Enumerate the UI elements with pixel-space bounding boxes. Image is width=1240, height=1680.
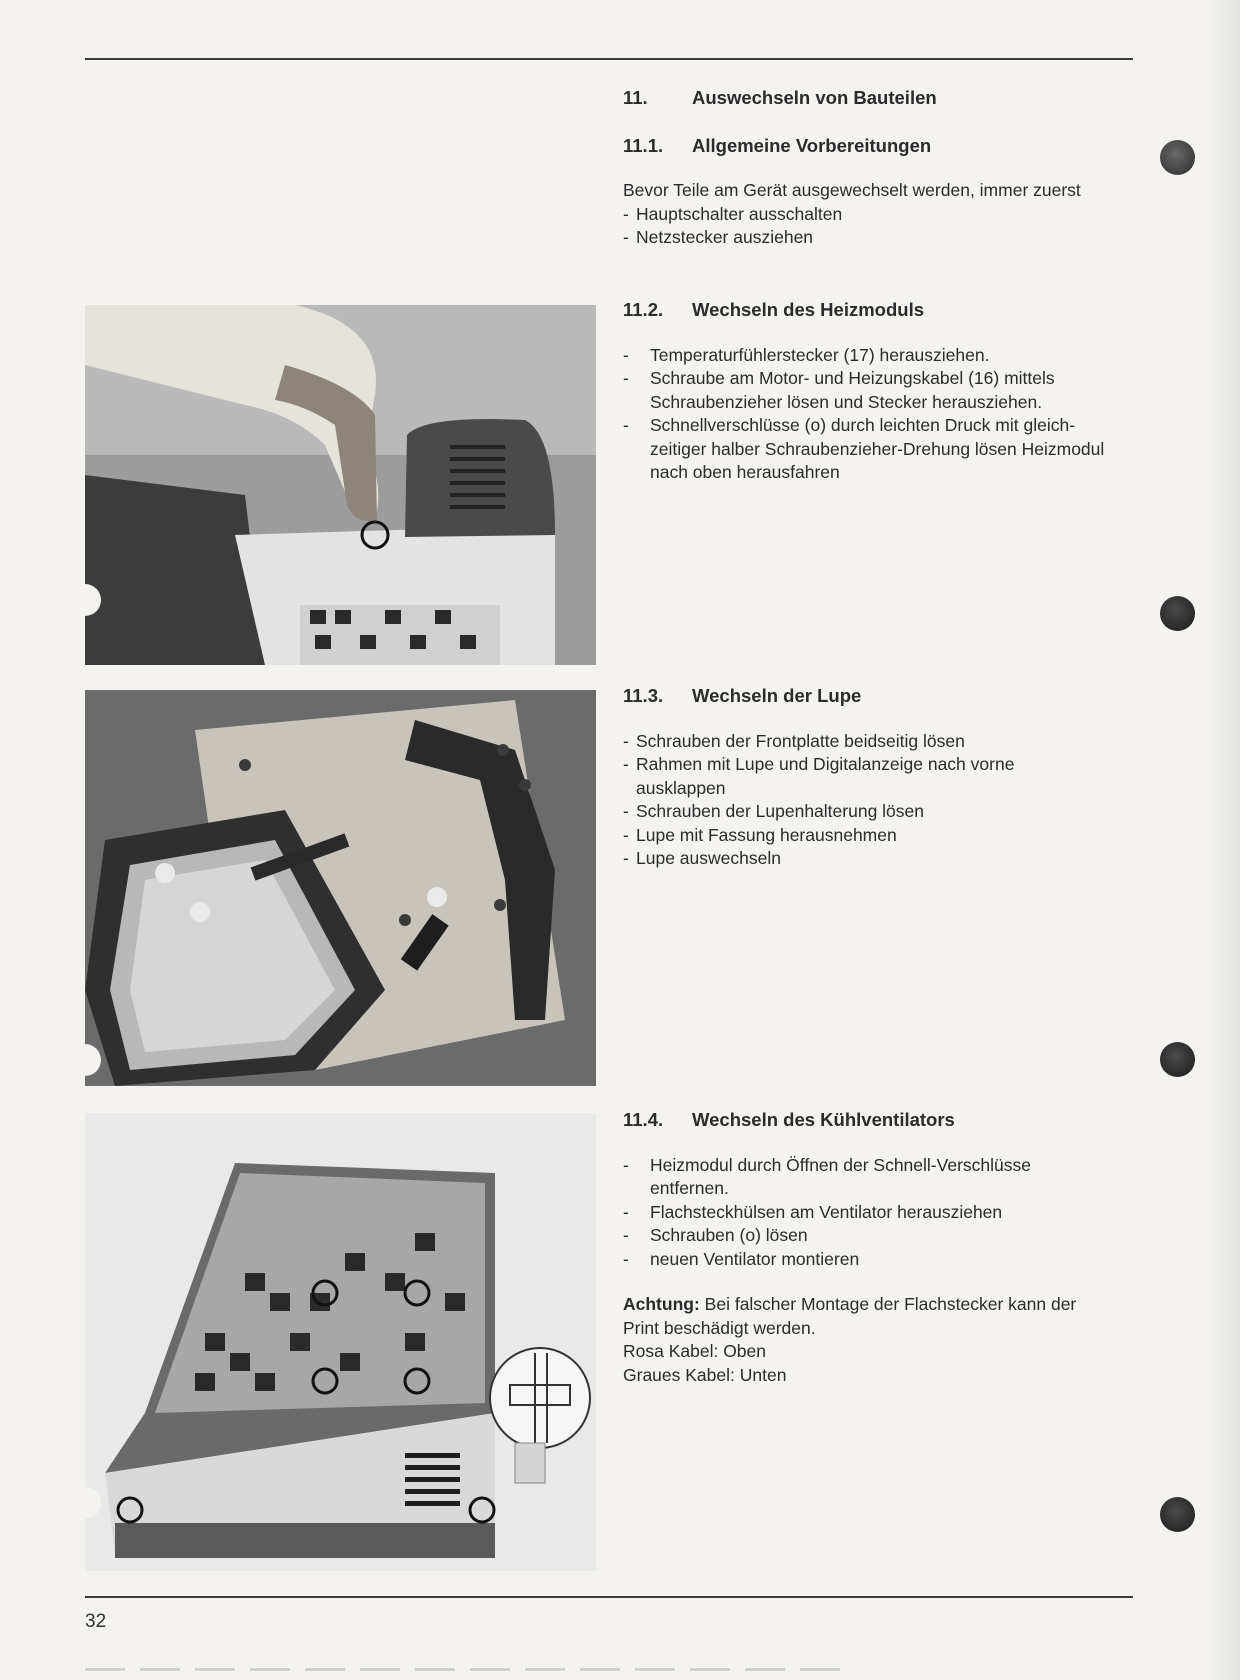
section-title: Wechseln des Kühlventilators [692, 1109, 955, 1130]
list-item: - Temperaturfühlerstecker (17) herausziehen. [623, 344, 990, 365]
heater-module-illustration [85, 305, 596, 665]
punch-hole-icon [1160, 596, 1195, 631]
list-item: - Rahmen mit Lupe und Digitalanzeige nach vorne ausklappen [623, 754, 1015, 798]
list-item: - Lupe mit Fassung herausnehmen [623, 824, 897, 845]
photo-heater-module [85, 305, 596, 665]
heater-steps-list [623, 344, 1128, 485]
punch-hole-icon [1160, 140, 1195, 175]
list-item: - Lupe auswechseln [623, 848, 781, 868]
warning-note [623, 1293, 1093, 1340]
section-heading-11-4 [623, 1108, 1128, 1132]
section-title: Allgemeine Vorbereitungen [692, 134, 932, 156]
section-number: 11. [623, 87, 648, 108]
photo-cooling-fan [85, 1113, 596, 1571]
section-heading-11-1 [623, 134, 1128, 158]
page-edge-shadow [1206, 0, 1240, 1680]
section-heading-11-2 [623, 298, 1128, 322]
intro-paragraph: Bevor Teile am Gerät ausgewechselt werden, immer zuerst [623, 180, 1081, 200]
section-heading-11 [623, 86, 1128, 110]
section-11-block [623, 86, 1128, 250]
loupe-steps-list [623, 730, 1063, 871]
section-heading-11-3 [623, 684, 1128, 708]
page-number: 32 [85, 1611, 107, 1632]
list-item: - neuen Ventilator montieren [623, 1248, 860, 1269]
list-item: - Heizmodul durch Öffnen der Schnell-Verschlüsse entfernen. [623, 1154, 1031, 1198]
header-rule [85, 58, 1133, 60]
loupe-illustration [85, 690, 596, 1086]
warning-label: Achtung: [623, 1294, 700, 1314]
section-title: Wechseln des Heizmoduls [692, 299, 924, 320]
scan-artifact [85, 1668, 845, 1671]
prep-list [623, 203, 1128, 250]
list-item: - Schrauben der Lupenhalterung lösen [623, 801, 924, 821]
section-number: 11.2. [623, 299, 664, 320]
cooling-fan-illustration [85, 1113, 596, 1571]
list-item: - Schnellverschlüsse (o) durch leichten Druck mit gleich-zeitiger halber Schraubenzieher-Drehung lösen Heizmodul nach oben herausfahren [623, 415, 1105, 482]
section-11-3-block [623, 684, 1128, 871]
cable-top-note: Rosa Kabel: Oben [623, 1341, 767, 1361]
section-title: Wechseln der Lupe [692, 685, 862, 706]
section-title: Auswechseln von Bauteilen [692, 87, 937, 108]
photo-loupe [85, 690, 596, 1086]
list-item: - Hauptschalter ausschalten [623, 203, 843, 224]
punch-hole-icon [1160, 1497, 1195, 1532]
footer-rule [85, 1596, 1133, 1598]
fan-steps-list [623, 1154, 1073, 1272]
list-item: - Schraube am Motor- und Heizungskabel (16) mittels Schraubenzieher lösen und Stecker herausziehen. [623, 368, 1055, 412]
section-number: 11.4. [623, 1109, 664, 1130]
warning-text: Bei falscher Montage der Flachstecker kann der Print beschädigt werden. [623, 1294, 1077, 1338]
list-item: - Schrauben (o) lösen [623, 1225, 808, 1245]
section-number: 11.3. [623, 685, 664, 706]
section-11-2-block [623, 298, 1128, 485]
section-11-4-block [623, 1108, 1128, 1387]
list-item: - Schrauben der Frontplatte beidseitig lösen [623, 730, 965, 751]
cable-bottom-note: Graues Kabel: Unten [623, 1364, 787, 1385]
list-item: - Flachsteckhülsen am Ventilator herausziehen [623, 1201, 1003, 1222]
list-item: - Netzstecker ausziehen [623, 227, 814, 247]
punch-hole-icon [1160, 1042, 1195, 1077]
section-number: 11.1. [623, 134, 664, 156]
